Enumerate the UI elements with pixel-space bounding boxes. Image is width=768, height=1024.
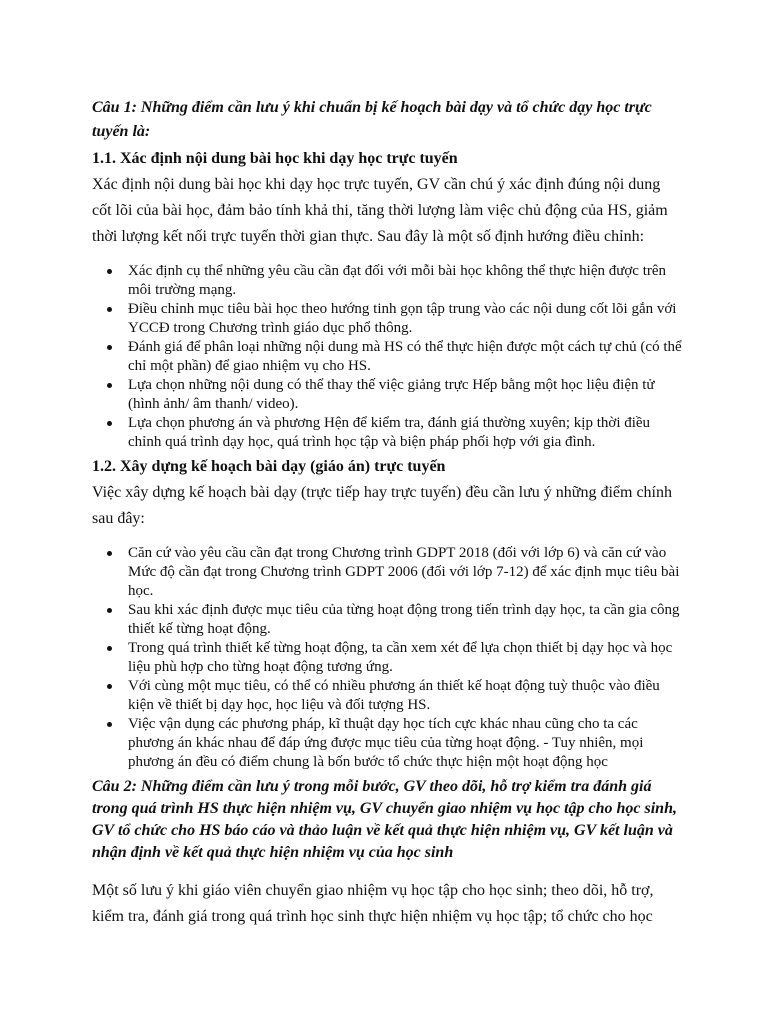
document-page bbox=[92, 96, 682, 942]
list-item: Với cùng một mục tiêu, có thể có nhiều phương án thiết kế hoạt động tuỳ thuộc vào điều kiện về thiết bị dạy học, học liệu và đối tượng HS. bbox=[128, 677, 682, 715]
list-item: Sau khi xác định được mục tiêu của từng hoạt động trong tiến trình dạy học, ta cần gia công thiết kế từng hoạt động. bbox=[128, 601, 682, 639]
list-item: Đánh giá để phân loại những nội dung mà HS có thể thực hiện được một cách tự chủ (có thể chỉ một phần) để giao nhiệm vụ cho HS. bbox=[128, 339, 682, 374]
section-1-1-intro: Xác định nội dung bài học khi dạy học trực tuyến, GV cần chú ý xác định đúng nội dung cốt lõi của bài học, đảm bảo tính khả thi, tăng thời lượng làm việc chủ động của HS, giảm thời lượng kết nối trực tuyến thời gian thực. Sau đây là một số định hướng điều chỉnh: bbox=[92, 176, 668, 245]
section-1-1-bullet-list bbox=[92, 262, 682, 452]
section-1-1-title: 1.1. Xác định nội dung bài học khi dạy học trực tuyến bbox=[92, 150, 458, 167]
list-item: Điều chỉnh mục tiêu bài học theo hướng tinh gọn tập trung vào các nội dung cốt lõi gắn với YCCĐ trong Chương trình giáo dục phổ thông. bbox=[128, 300, 682, 338]
list-item: Trong quá trình thiết kế từng hoạt động, ta cần xem xét để lựa chọn thiết bị dạy học và học liệu phù hợp cho từng hoạt động tương ứng. bbox=[128, 639, 682, 677]
section-1-2-intro: Việc xây dựng kế hoạch bài dạy (trực tiếp hay trực tuyến) đều cần lưu ý những điểm chính sau đây: bbox=[92, 484, 672, 527]
list-item: Việc vận dụng các phương pháp, kĩ thuật dạy học tích cực khác nhau cũng cho ta các phương án khác nhau để đáp ứng được mục tiêu của từng hoạt động. - Tuy nhiên, mọi phương án đều có điểm chung là bốn bước tổ chức thực hiện một hoạt động học bbox=[128, 715, 682, 772]
list-item: Lựa chọn phương án và phương Hện để kiểm tra, đánh giá thường xuyên; kịp thời điều chỉnh quá trình dạy học, quá trình học tập và biện pháp phối hợp với gia đình. bbox=[128, 414, 682, 452]
question-2-intro: Một số lưu ý khi giáo viên chuyển giao nhiệm vụ học tập cho học sinh; theo dõi, hỗ trợ, kiểm tra, đánh giá trong quá trình học sinh thực hiện nhiệm vụ học tập; tổ chức cho học bbox=[92, 882, 654, 925]
list-item: Lựa chọn những nội dung có thể thay thế việc giảng trực Hếp bằng một học liệu điện tử (hình ảnh/ âm thanh/ video). bbox=[128, 376, 682, 414]
section-1-2-bullet-list bbox=[92, 544, 682, 772]
section-1-2-title: 1.2. Xây dựng kế hoạch bài dạy (giáo án) trực tuyến bbox=[92, 458, 446, 475]
question-2-heading: Câu 2: Những điểm cần lưu ý trong mỗi bước, GV theo dõi, hỗ trợ kiểm tra đánh giá trong quá trình HS thực hiện nhiệm vụ, GV chuyển giao nhiệm vụ học tập cho học sinh, GV tổ chức cho HS báo cáo và thảo luận về kết quả thực hiện nhiệm vụ, GV kết luận và nhận định về kết quả thực hiện nhiệm vụ của học sinh bbox=[92, 778, 677, 861]
list-item: Xác định cụ thể những yêu cầu cần đạt đối với mỗi bài học không thể thực hiện được trên môi trường mạng. bbox=[128, 262, 682, 300]
list-item: Căn cứ vào yêu cầu cần đạt trong Chương trình GDPT 2018 (đối với lớp 6) và căn cứ vào Mức độ cần đạt trong Chương trình GDPT 2006 (đối với lớp 7-12) để xác định mục tiêu bài học. bbox=[128, 544, 682, 601]
question-1-heading: Câu 1: Những điểm cần lưu ý khi chuẩn bị kế hoạch bài dạy và tổ chức dạy học trực tuyến là: bbox=[92, 99, 652, 140]
